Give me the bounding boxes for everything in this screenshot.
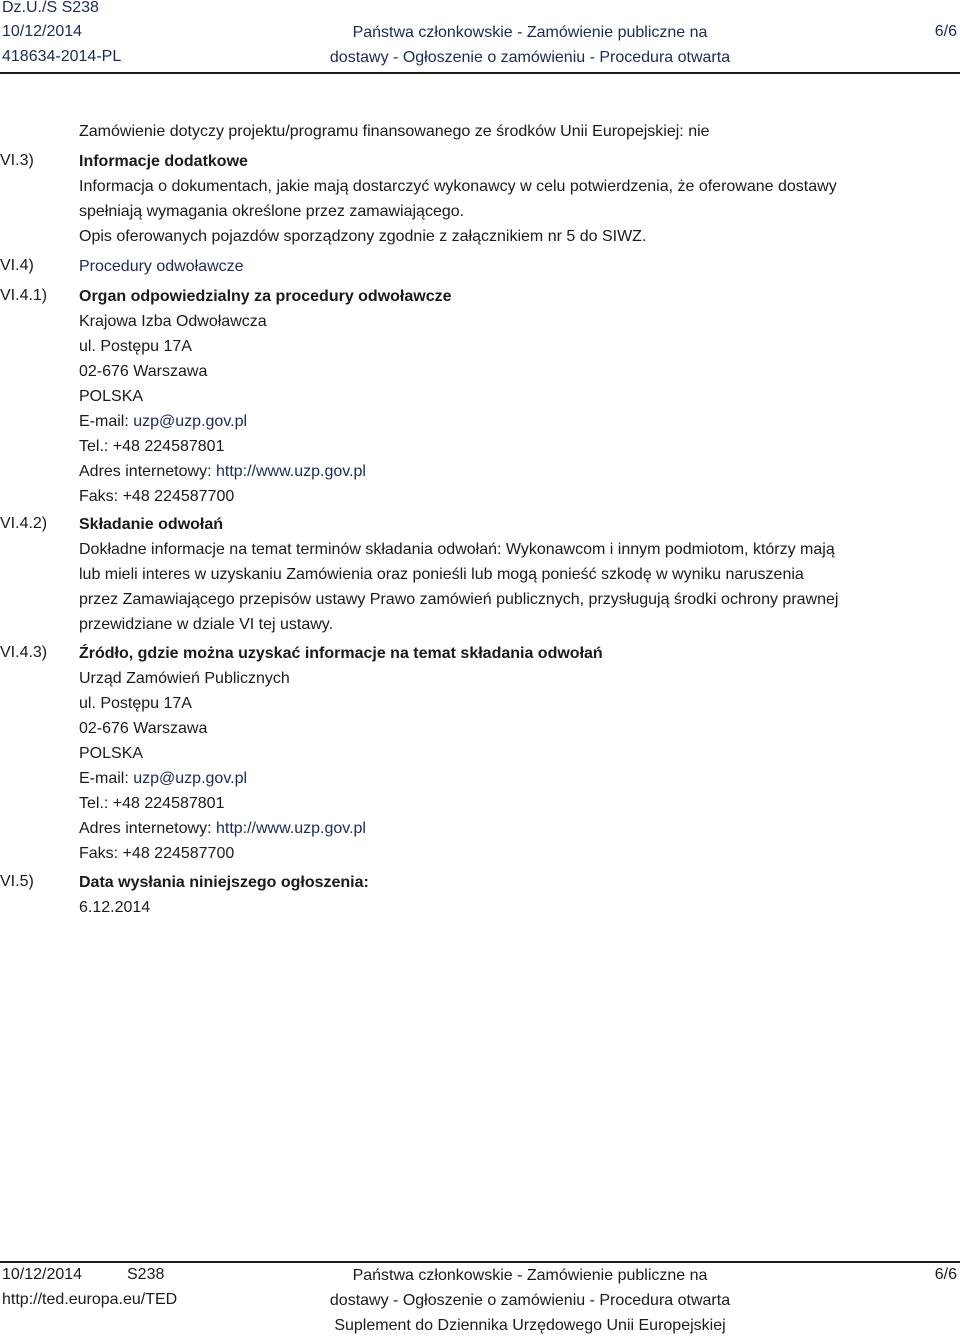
footer-date: 10/12/2014 [2, 1266, 83, 1283]
vi43-web-row [79, 819, 366, 839]
fax-label: Faks: [79, 488, 119, 505]
vi41-web-row [79, 462, 366, 482]
footer-series: S238 [127, 1266, 165, 1283]
vi41-country: POLSKA [79, 388, 144, 405]
email-link[interactable]: uzp@uzp.gov.pl [133, 413, 248, 430]
footer-url: http://ted.europa.eu/TED [2, 1291, 178, 1308]
web-link[interactable]: http://www.uzp.gov.pl [215, 463, 366, 480]
section-number-vi4: VI.4) [0, 257, 34, 274]
vi42-text-line1: Dokładne informacje na temat terminów składania odwołań: Wykonawcom i innym podmiotom, którzy mają [79, 541, 835, 558]
vi4-heading: Procedury odwoławcze [79, 258, 244, 275]
vi5-heading: Data wysłania niniejszego ogłoszenia: [79, 874, 369, 891]
tel-label: Tel.: [79, 438, 109, 455]
tel-label: Tel.: [79, 795, 109, 812]
vi41-heading: Organ odpowiedzialny za procedury odwoławcze [79, 288, 452, 305]
vi43-tel-row [79, 794, 224, 814]
section-number-vi41: VI.4.1) [0, 287, 48, 304]
fax-label: Faks: [79, 845, 119, 862]
footer-title-line2: dostawy - Ogłoszenie o zamówieniu - Procedura otwarta [329, 1292, 731, 1309]
email-label: E-mail: [79, 413, 129, 430]
vi3-text-line2: spełniają wymagania określone przez zamawiającego. [79, 203, 465, 220]
section-number-vi42: VI.4.2) [0, 515, 48, 532]
vi43-heading: Źródło, gdzie można uzyskać informacje na temat składania odwołań [79, 645, 603, 662]
vi43-email-row [79, 769, 247, 789]
vi3-heading: Informacje dodatkowe [79, 153, 248, 170]
vi41-city: 02-676 Warszawa [79, 363, 208, 380]
footer-title-line1: Państwa członkowskie - Zamówienie publiczne na [352, 1267, 708, 1284]
footer-page-number: 6/6 [934, 1266, 957, 1283]
header-rule [0, 72, 960, 74]
vi43-city: 02-676 Warszawa [79, 720, 208, 737]
vi41-tel-row [79, 437, 224, 457]
section-number-vi43: VI.4.3) [0, 644, 48, 661]
vi42-text-line4: przewidziane w dziale VI tej ustawy. [79, 616, 334, 633]
header-title-line2: dostawy - Ogłoszenie o zamówieniu - Procedura otwarta [329, 49, 731, 66]
vi41-street: ul. Postępu 17A [79, 338, 192, 355]
vi42-heading: Składanie odwołań [79, 516, 224, 533]
email-label: E-mail: [79, 770, 129, 787]
eu-funding-line: Zamówienie dotyczy projektu/programu finansowanego ze środków Unii Europejskiej: nie [79, 123, 710, 140]
vi3-text-line1: Informacja o dokumentach, jakie mają dostarczyć wykonawcy w celu potwierdzenia, że oferowane dostawy [79, 178, 837, 195]
web-label: Adres internetowy: [79, 463, 212, 480]
vi41-email-row [79, 412, 247, 432]
header-page-number: 6/6 [934, 23, 957, 40]
footer-title-line3: Suplement do Dziennika Urzędowego Unii Europejskiej [334, 1317, 726, 1334]
vi43-street: ul. Postępu 17A [79, 695, 192, 712]
journal-ref: Dz.U./S S238 [2, 0, 99, 16]
section-number-vi3: VI.3) [0, 152, 34, 169]
web-label: Adres internetowy: [79, 820, 212, 837]
vi43-country: POLSKA [79, 745, 144, 762]
tel-value: +48 224587801 [112, 795, 225, 812]
header-title-line1: Państwa członkowskie - Zamówienie publiczne na [352, 24, 708, 41]
vi43-name: Urząd Zamówień Publicznych [79, 670, 290, 687]
tel-value: +48 224587801 [112, 438, 225, 455]
email-link[interactable]: uzp@uzp.gov.pl [133, 770, 248, 787]
fax-value: +48 224587700 [122, 488, 235, 505]
vi43-fax-row [79, 844, 234, 864]
vi41-fax-row [79, 487, 234, 507]
vi42-text-line3: przez Zamawiającego przepisów ustawy Prawo zamówień publicznych, przysługują środki ochrony prawnej [79, 591, 839, 608]
doc-id: 418634-2014-PL [2, 48, 122, 65]
vi41-name: Krajowa Izba Odwoławcza [79, 313, 267, 330]
vi3-text-line3: Opis oferowanych pojazdów sporządzony zgodnie z załącznikiem nr 5 do SIWZ. [79, 228, 647, 245]
web-link[interactable]: http://www.uzp.gov.pl [215, 820, 366, 837]
fax-value: +48 224587700 [122, 845, 235, 862]
vi5-date: 6.12.2014 [79, 899, 151, 916]
vi42-text-line2: lub mieli interes w uzyskaniu Zamówienia oraz ponieśli lub mogą ponieść szkodę w wyniku naruszenia [79, 566, 804, 583]
section-number-vi5: VI.5) [0, 873, 34, 890]
header-date: 10/12/2014 [2, 23, 83, 40]
